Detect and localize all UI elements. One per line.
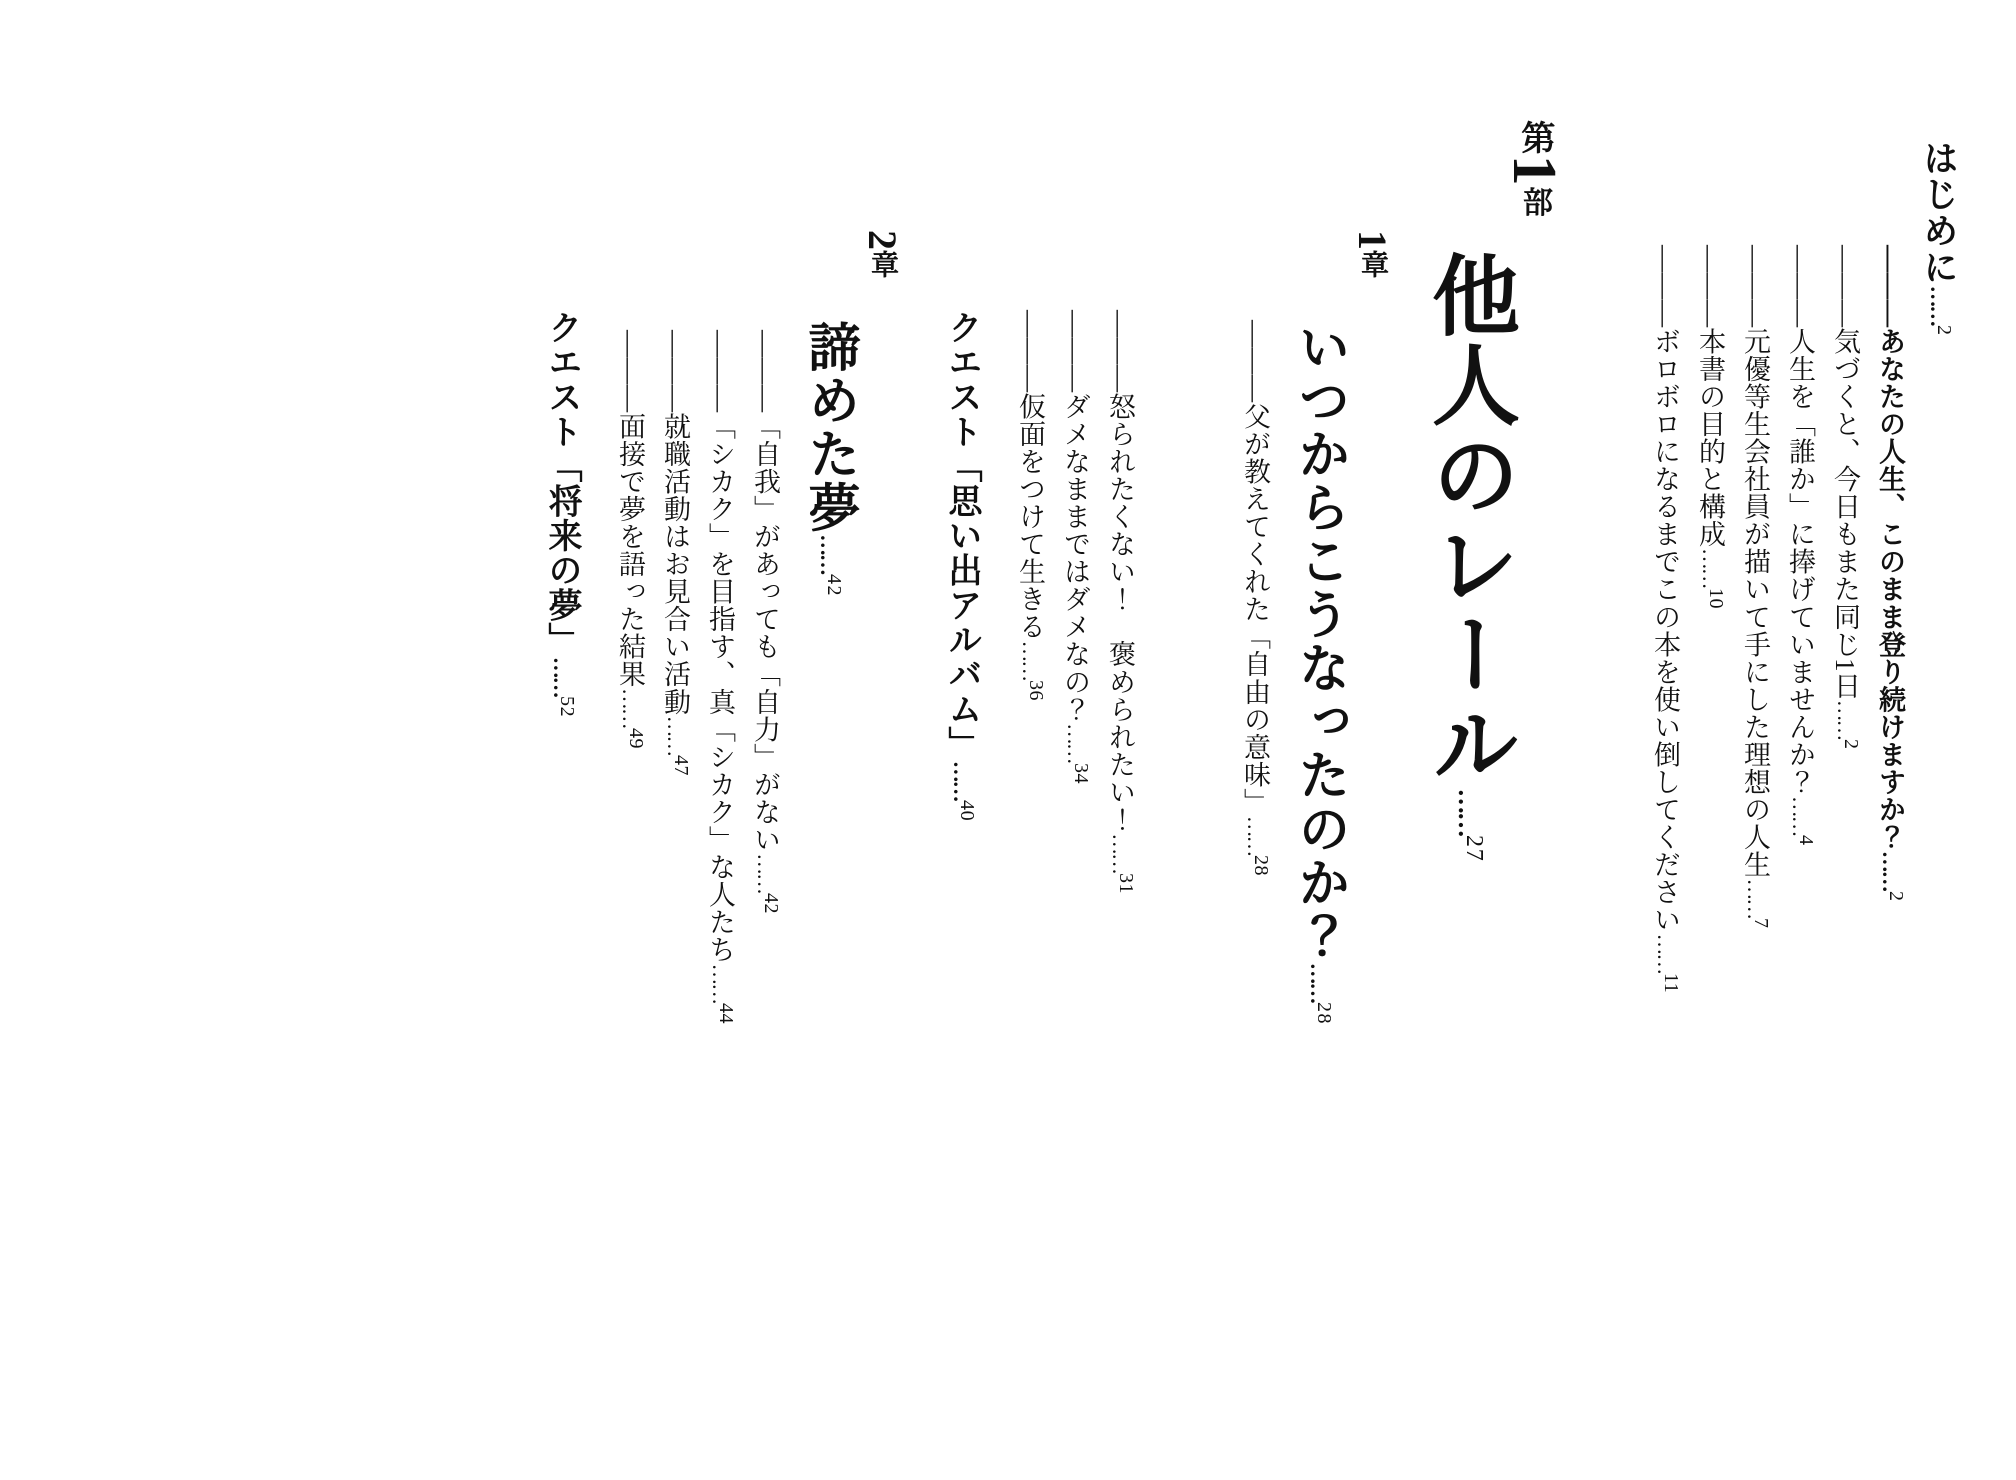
chapter-1-label-column bbox=[1349, 230, 1396, 278]
entry-page: 2 bbox=[1840, 739, 1862, 750]
entry-dash: ――― bbox=[1240, 320, 1270, 403]
part-label-prefix: 第 bbox=[1516, 120, 1553, 155]
entry-page: 49 bbox=[625, 727, 647, 749]
entry-text: 気づくと、今日もまた同じ1日 bbox=[1830, 327, 1860, 700]
quest-0 bbox=[937, 310, 986, 822]
entry-text: 父が教えてくれた「自由の意味」 bbox=[1240, 402, 1270, 816]
preface-page: 2 bbox=[1933, 325, 1955, 337]
entry-page: 44 bbox=[715, 1003, 737, 1025]
chapter-entry-line bbox=[1106, 310, 1136, 894]
preface-title: はじめに bbox=[1919, 140, 1958, 286]
entry-dots: …… bbox=[1698, 547, 1723, 588]
chapter-1-label-line bbox=[1349, 230, 1396, 278]
entry-page: 11 bbox=[1660, 973, 1682, 994]
chapter-2-number: 2 bbox=[860, 230, 905, 250]
entry-dots: …… bbox=[1018, 640, 1043, 681]
chapter-2-title-column bbox=[791, 320, 866, 597]
entry-dots: …… bbox=[618, 688, 643, 728]
entry-dots: …… bbox=[1743, 878, 1768, 919]
chapter-1-extra-entry-0 bbox=[1106, 310, 1136, 894]
quest-title-line bbox=[537, 310, 586, 718]
preface-entry-line bbox=[1741, 245, 1771, 929]
entry-text: 就職活動はお見合い活動 bbox=[660, 412, 690, 716]
preface-entry-5 bbox=[1651, 245, 1681, 993]
entry-text: 人生を「誰か」に捧げていませんか？ bbox=[1785, 327, 1815, 796]
entry-dash: ――― bbox=[1060, 310, 1090, 393]
entry-page: 4 bbox=[1795, 835, 1817, 846]
chapter-2-label-column bbox=[859, 230, 906, 278]
part-label-line bbox=[1500, 120, 1568, 218]
chapter-2-label-line bbox=[859, 230, 906, 278]
entry-page: 28 bbox=[1250, 855, 1272, 877]
entry-page: 7 bbox=[1750, 918, 1772, 929]
chapter-entry-line bbox=[661, 330, 691, 776]
chapter-entry-line bbox=[1061, 310, 1091, 784]
entry-dash: ――― bbox=[660, 330, 690, 413]
entry-dash: ――― bbox=[1740, 245, 1770, 328]
entry-dash: ――― bbox=[1650, 245, 1680, 328]
chapter-1-title: いつからこうなったのか？ bbox=[1290, 320, 1347, 963]
entry-dash: ――― bbox=[1105, 310, 1135, 393]
chapter-2-page: 42 bbox=[823, 573, 845, 597]
entry-text: 「シカク」を目指す、真「シカク」な人たち bbox=[705, 412, 735, 964]
chapter-2-title: 諦めた夢 bbox=[800, 320, 857, 535]
chapter-2-title-line bbox=[791, 320, 866, 597]
part-title-text: 他人のレール bbox=[1419, 250, 1516, 789]
entry-text: ダメなままではダメなの？ bbox=[1060, 392, 1090, 724]
entry-dots: …… bbox=[663, 715, 688, 756]
preface-heading-column bbox=[1915, 140, 1956, 337]
part-label-column bbox=[1500, 120, 1568, 218]
preface-entry-4 bbox=[1696, 245, 1726, 609]
part-dots: …… bbox=[1453, 788, 1482, 836]
chapter-1-number: 1 bbox=[1350, 230, 1395, 250]
entry-dash: ――― bbox=[1015, 310, 1045, 393]
preface-entry-2 bbox=[1786, 245, 1816, 846]
entry-dots: …… bbox=[1243, 815, 1268, 856]
chapter-1-suffix: 章 bbox=[1357, 250, 1388, 278]
quest-title-text: クエスト「将来の夢」 bbox=[543, 310, 580, 657]
quest-title-line bbox=[937, 310, 986, 822]
entry-text: 「自我」があっても「自力」がない bbox=[750, 412, 780, 854]
entry-dots: …… bbox=[1108, 833, 1133, 873]
entry-dots: …… bbox=[1063, 723, 1088, 763]
quest-dots: …… bbox=[549, 656, 574, 697]
quest-page: 40 bbox=[956, 800, 978, 822]
quest-page: 52 bbox=[556, 696, 578, 718]
entry-page: 47 bbox=[670, 755, 692, 777]
chapter-1-dots: …… bbox=[1306, 962, 1331, 1003]
entry-dash: ――― bbox=[705, 330, 735, 413]
chapter-1-entry-0 bbox=[1241, 320, 1271, 876]
chapter-1-title-column bbox=[1281, 320, 1356, 1025]
chapter-entry-line bbox=[706, 330, 736, 1024]
chapter-2-entry-0 bbox=[751, 330, 781, 914]
preface-entry-line bbox=[1831, 245, 1861, 750]
chapter-entry-line bbox=[1016, 310, 1046, 701]
chapter-2-dots: …… bbox=[816, 534, 841, 574]
entry-text: 仮面をつけて生きる bbox=[1015, 392, 1045, 641]
entry-dash: ――― bbox=[615, 330, 645, 413]
part-title-column bbox=[1419, 250, 1516, 863]
entry-text: 元優等生会社員が描いて手にした理想の人生 bbox=[1740, 327, 1770, 879]
entry-dots: …… bbox=[1878, 850, 1903, 891]
preface-entry-line bbox=[1786, 245, 1816, 846]
chapter-2-entry-3 bbox=[616, 330, 646, 749]
quest-1 bbox=[537, 310, 586, 718]
entry-page: 36 bbox=[1025, 680, 1047, 702]
quest-dots: …… bbox=[949, 760, 974, 801]
part-page: 27 bbox=[1461, 835, 1487, 863]
chapter-entry-line bbox=[616, 330, 646, 749]
entry-page: 34 bbox=[1070, 762, 1092, 784]
part-suffix: 部 bbox=[1518, 186, 1551, 218]
entry-dots: …… bbox=[1833, 699, 1858, 740]
entry-text: 怒られたくない！ 褒められたい！ bbox=[1105, 392, 1135, 834]
preface-title-line bbox=[1921, 140, 1956, 337]
preface-entry-line bbox=[1696, 245, 1726, 609]
entry-dash: ――― bbox=[1830, 245, 1860, 328]
preface-entry-3 bbox=[1741, 245, 1771, 929]
entry-dash: ――― bbox=[1875, 245, 1905, 328]
entry-dash: ――― bbox=[1785, 245, 1815, 328]
entry-page: 10 bbox=[1705, 587, 1727, 609]
preface-entry-line bbox=[1876, 245, 1906, 901]
chapter-2-entry-1 bbox=[706, 330, 736, 1024]
entry-dots: …… bbox=[708, 963, 733, 1004]
chapter-entry-line bbox=[1241, 320, 1271, 876]
chapter-1-page: 28 bbox=[1313, 1002, 1335, 1026]
part-title-line bbox=[1419, 250, 1516, 863]
chapter-1-extra-entry-1 bbox=[1061, 310, 1091, 784]
preface-entry-line bbox=[1651, 245, 1681, 993]
part-number: 1 bbox=[1500, 154, 1568, 187]
preface-dots: …… bbox=[1926, 285, 1951, 326]
entry-dots: …… bbox=[1653, 933, 1678, 974]
entry-dots: …… bbox=[1788, 795, 1813, 836]
chapter-2-suffix: 章 bbox=[867, 250, 898, 278]
chapter-2-entry-2 bbox=[661, 330, 691, 776]
entry-text: 本書の目的と構成 bbox=[1695, 327, 1725, 548]
quest-title-text: クエスト「思い出アルバム」 bbox=[943, 310, 980, 761]
entry-page: 31 bbox=[1115, 872, 1137, 894]
entry-dots: …… bbox=[753, 853, 778, 893]
entry-text: あなたの人生、このまま登り続けますか？ bbox=[1875, 327, 1905, 851]
entry-text: ボロボロになるまでこの本を使い倒してください bbox=[1650, 327, 1680, 934]
entry-text: 面接で夢を語った結果 bbox=[615, 412, 645, 689]
chapter-entry-line bbox=[751, 330, 781, 914]
chapter-1-title-line bbox=[1281, 320, 1356, 1025]
entry-page: 2 bbox=[1885, 890, 1907, 902]
preface-entry-1 bbox=[1831, 245, 1861, 750]
entry-page: 42 bbox=[760, 892, 782, 914]
chapter-1-extra-entry-2 bbox=[1016, 310, 1046, 701]
preface-entry-0 bbox=[1876, 245, 1906, 901]
entry-dash: ――― bbox=[750, 330, 780, 413]
entry-dash: ――― bbox=[1695, 245, 1725, 328]
